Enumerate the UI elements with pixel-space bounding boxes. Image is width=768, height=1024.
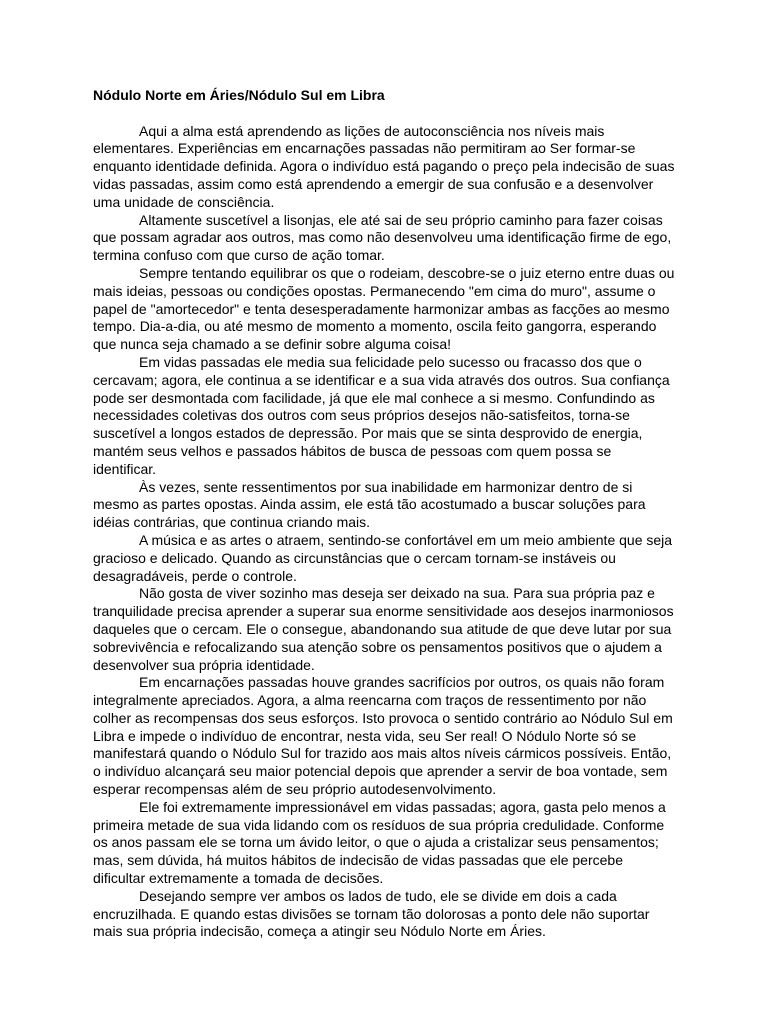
paragraph-6: A música e as artes o atraem, sentindo-se confortável em um meio ambiente que seja gracioso e delicado. Quando as circunstâncias que o cercam tornam-se instáveis ou desagradáveis, perde o controle.	[93, 531, 673, 584]
paragraph-9: Ele foi extremamente impressionável em vidas passadas; agora, gasta pelo menos a primeira metade de sua vida lidando com os resíduos de sua própria credulidade. Conforme os anos passam ele se torna um ávido leitor, o que o ajuda a cristalizar seus pensamentos; mas, sem dúvida, há muitos hábitos de indecisão de vidas passadas que ele percebe dificultar extremamente a tomada de decisões.	[93, 798, 666, 887]
document-page	[93, 87, 677, 941]
paragraph-8: Em encarnações passadas houve grandes sacrifícios por outros, os quais não foram integralmente apreciados. Agora, a alma reencarna com traços de ressentimento por não colher as recompensas dos seus esforços. Isto provoca o sentido contrário ao Nódulo Sul em Libra e impede o indivíduo de encontrar, nesta vida, seu Ser real! O Nódulo Norte só se manifestará quando o Nódulo Sul for trazido aos mais altos níveis cármicos possíveis. Então, o indivíduo alcançará seu maior potencial depois que aprender a servir de boa vontade, sem esperar recompensas além de seu próprio autodesenvolvimento.	[93, 674, 673, 798]
paragraph-10: Desejando sempre ver ambos os lados de tudo, ele se divide em dois a cada encruzilhada. E quando estas divisões se tornam tão dolorosas a ponto dele não suportar mais sua própria indecisão, começa a atingir seu Nódulo Norte em Áries.	[93, 887, 650, 940]
paragraph-4: Em vidas passadas ele media sua felicidade pelo sucesso ou fracasso dos que o cercavam; agora, ele continua a se identificar e a sua vida através dos outros. Sua confiança pode ser desmontada com facilidade, já que ele mal conhece a si mesmo. Confundindo as necessidades coletivas dos outros com seus próprios desejos não-satisfeitos, torna-se suscetível a longos estados de depressão. Por mais que se sinta desprovido de energia, mantém seus velhos e passados hábitos de busca de pessoas com quem possa se identificar.	[93, 353, 670, 477]
paragraph-5: Às vezes, sente ressentimentos por sua inabilidade em harmonizar dentro de si mesmo as partes opostas. Ainda assim, ele está tão acostumado a buscar soluções para idéias contrárias, que continua criando mais.	[93, 478, 646, 531]
paragraph-7: Não gosta de viver sozinho mas deseja ser deixado na sua. Para sua própria paz e tranquilidade precisa aprender a superar sua enorme sensitividade aos desejos inarmoniosos daqueles que o cercam. Ele o consegue, abandonando sua atitude de que deve lutar por sua sobrevivência e refocalizando sua atenção sobre os pensamentos positivos que o ajudem a desenvolver sua própria identidade.	[93, 585, 674, 673]
paragraph-3: Sempre tentando equilibrar os que o rodeiam, descobre-se o juiz eterno entre duas ou mais ideias, pessoas ou condições opostas. Permanecendo "em cima do muro", assume o papel de "amortecedor" e tenta desesperadamente harmonizar ambas as facções ao mesmo tempo. Dia-a-dia, ou até mesmo de momento a momento, oscila feito gangorra, esperando que nunca seja chamado a se definir sobre alguma coisa!	[93, 264, 675, 353]
paragraph-1: Aqui a alma está aprendendo as lições de autoconsciência nos níveis mais elementares. Experiências em encarnações passadas não permitiram ao Ser formar-se enquanto identidade definida. Agora o indivíduo está pagando o preço pela indecisão de suas vidas passadas, assim como está aprendendo a emergir de sua confusão e a desenvolver uma unidade de consciência.	[93, 122, 675, 210]
paragraph-2: Altamente suscetível a lisonjas, ele até sai de seu próprio caminho para fazer coisas que possam agradar aos outros, mas como não desenvolveu uma identificação firme de ego, termina confuso com que curso de ação tomar.	[93, 211, 672, 264]
document-title: Nódulo Norte em Áries/Nódulo Sul em Libra	[93, 87, 385, 103]
